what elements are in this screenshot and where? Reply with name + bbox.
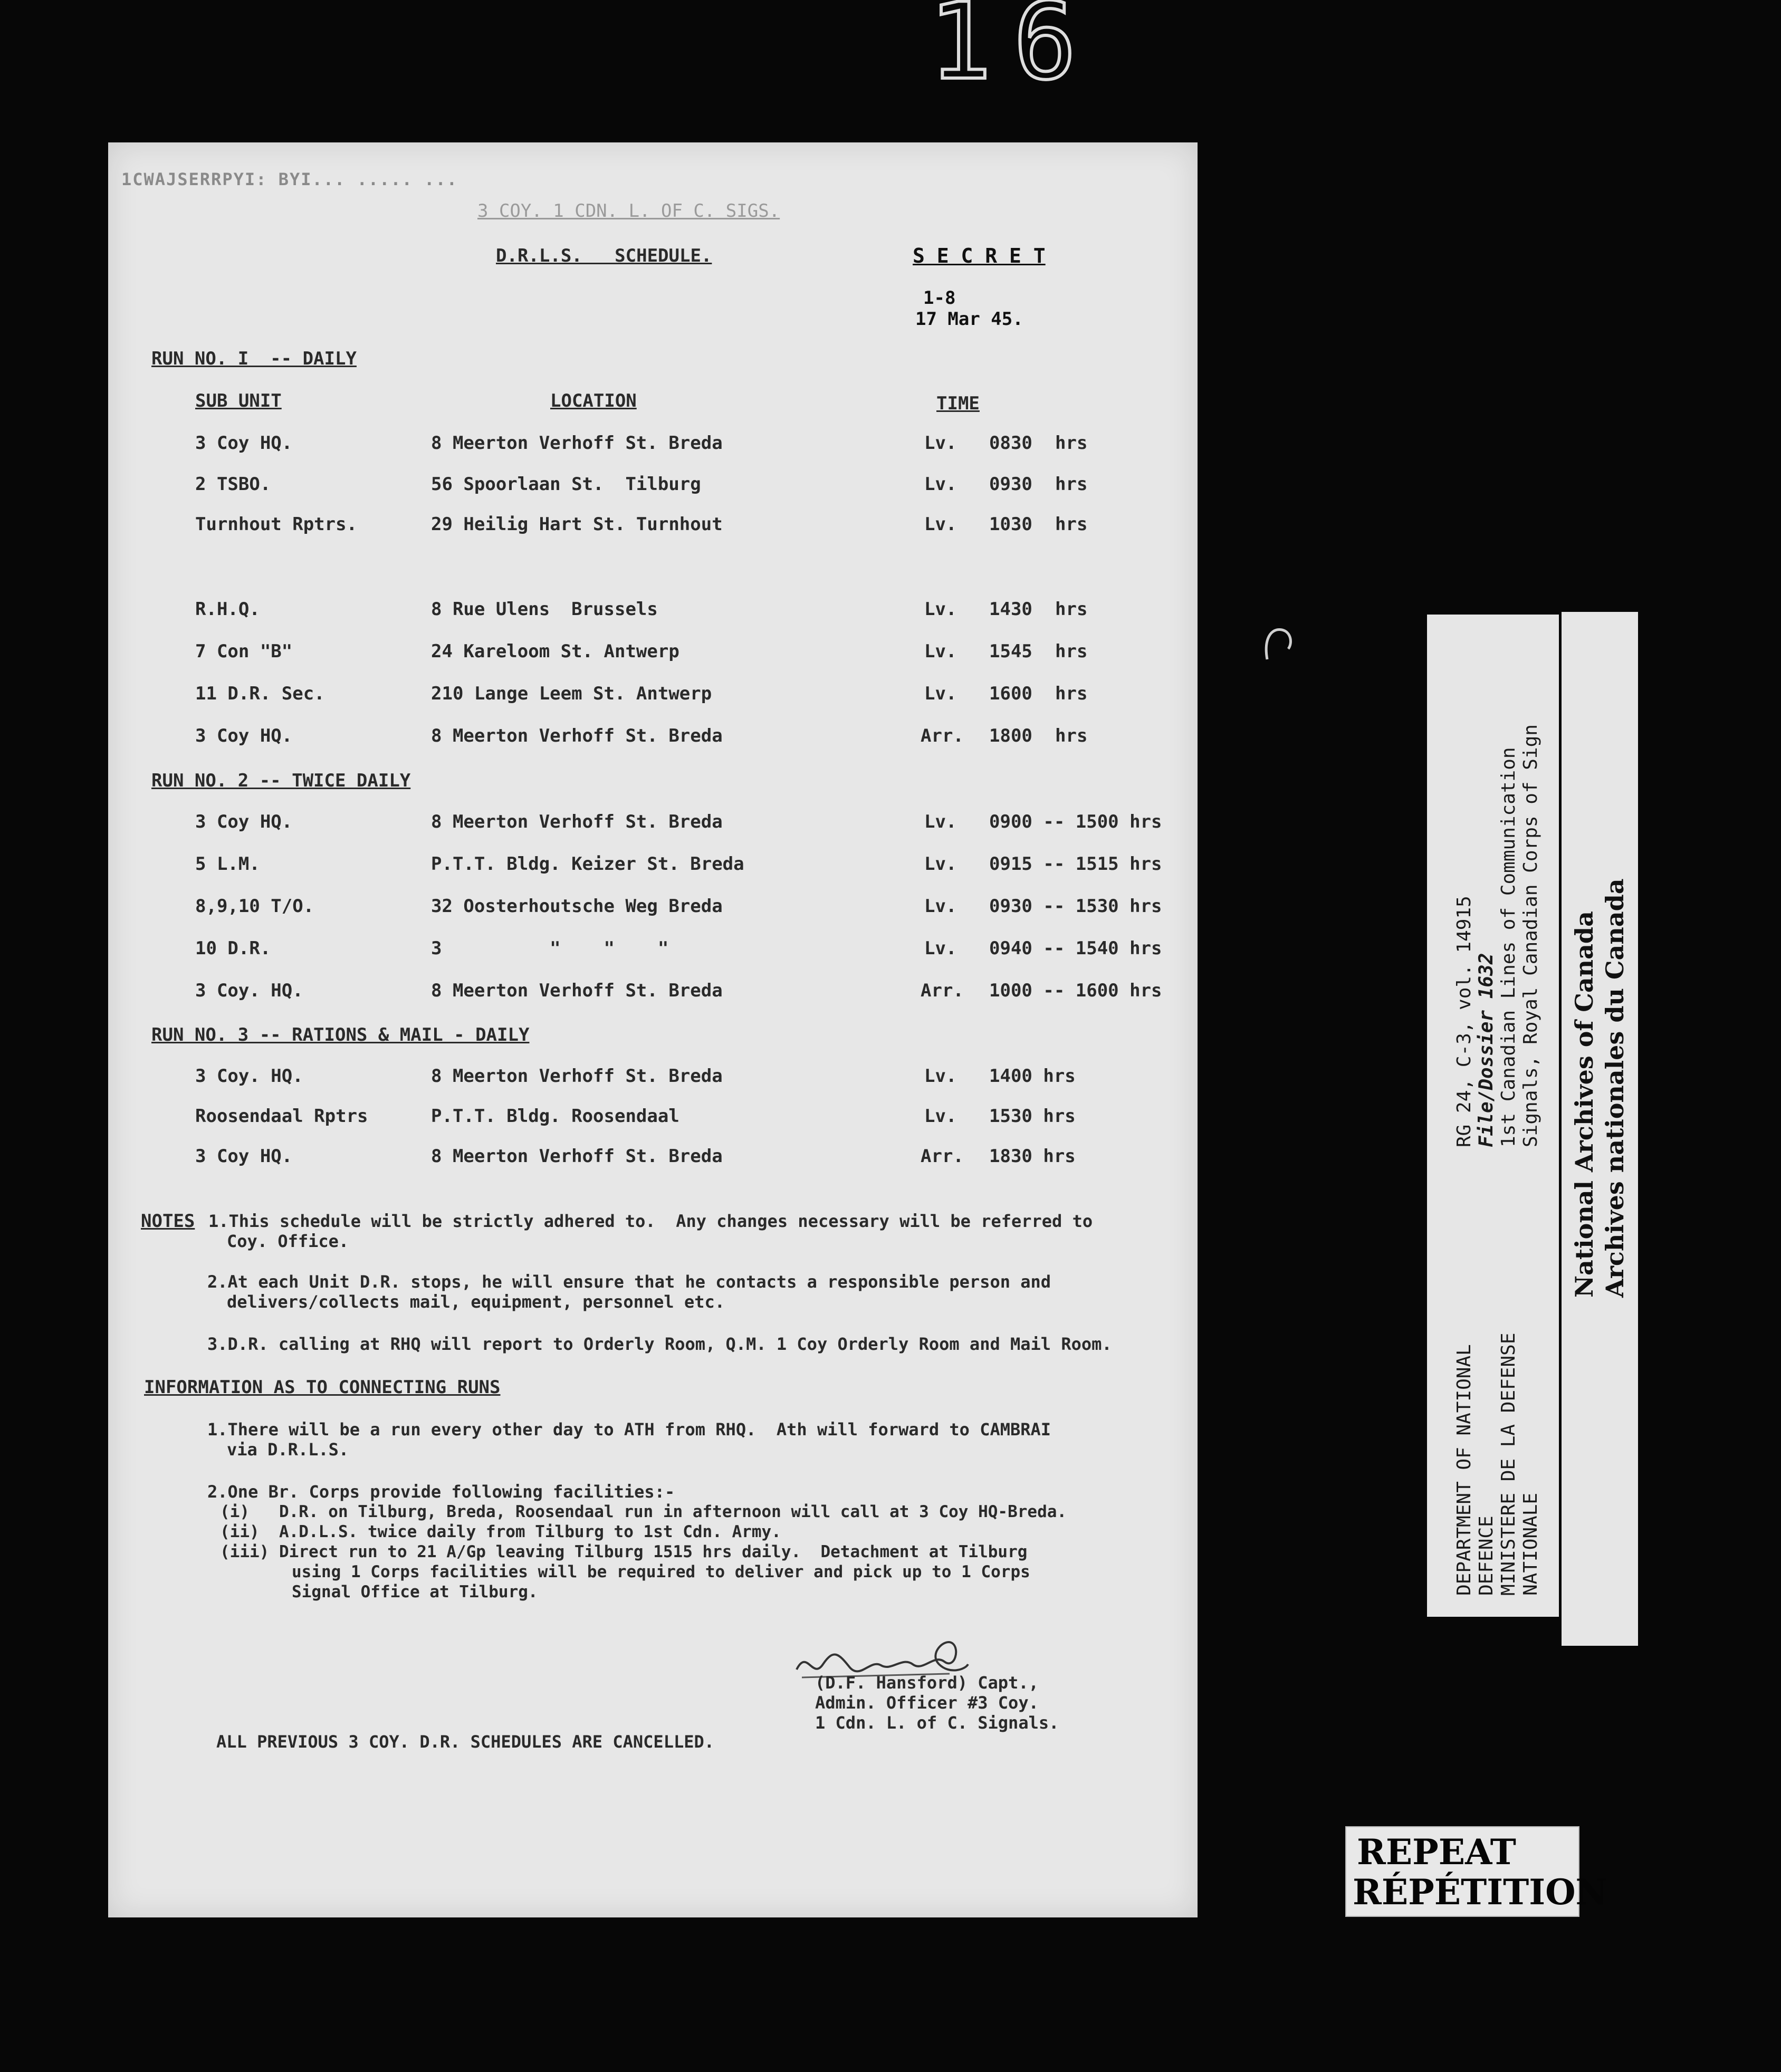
row-action: Arr. [921, 725, 964, 746]
row-unit: 3 Coy HQ. [195, 1146, 293, 1167]
row-action: Arr. [921, 980, 964, 1001]
row-hrs: hrs [1055, 599, 1088, 620]
row-location: 8 Rue Ulens Brussels [431, 599, 658, 620]
run1-row [108, 641, 1198, 664]
header-garble: 1CWAJSERRPYI: BYI... ..... ... [121, 169, 458, 189]
info-heading: INFORMATION AS TO CONNECTING RUNS [144, 1377, 501, 1398]
run1-row [108, 683, 1198, 706]
description-line-1: 1st Canadian Lines of Communication [1498, 747, 1519, 1147]
row-unit: 11 D.R. Sec. [195, 683, 325, 704]
info-2-item-3-line-1: (iii) Direct run to 21 A/Gp leaving Tilburg 1515 hrs daily. Detachment at Tilburg [220, 1542, 1028, 1561]
row-unit: 3 Coy. HQ. [195, 980, 303, 1001]
row-action: Lv. [924, 853, 957, 875]
row-time: 1400 hrs [989, 1066, 1076, 1087]
row-action: Lv. [924, 1066, 957, 1087]
frame-number: 16 [928, 0, 1098, 103]
description-line-2: Signals, Royal Canadian Corps of Sign [1520, 724, 1541, 1147]
row-location: 8 Meerton Verhoff St. Breda [431, 433, 723, 454]
run1-row [108, 725, 1198, 749]
col-location: LOCATION [550, 390, 637, 411]
row-time: 0930 [989, 474, 1032, 495]
row-location: 8 Meerton Verhoff St. Breda [431, 811, 723, 832]
row-time: 0900 -- 1500 hrs [989, 811, 1162, 832]
record-group-ref: RG 24, C-3, vol. 14915 [1453, 896, 1475, 1147]
run1-row [108, 514, 1198, 537]
row-time: 0940 -- 1540 hrs [989, 938, 1162, 959]
row-location: 29 Heilig Hart St. Turnhout [431, 514, 723, 535]
row-hrs: hrs [1055, 474, 1088, 495]
row-unit: 3 Coy HQ. [195, 433, 293, 454]
row-hrs: hrs [1055, 683, 1088, 704]
row-location: 32 Oosterhoutsche Weg Breda [431, 896, 723, 917]
run2-row [108, 980, 1198, 1003]
row-location: 8 Meerton Verhoff St. Breda [431, 725, 723, 746]
note-1-line-2: Coy. Office. [227, 1231, 349, 1251]
row-time: 1430 [989, 599, 1032, 620]
run3-heading: RUN NO. 3 -- RATIONS & MAIL - DAILY [151, 1024, 530, 1045]
repeat-stamp [1345, 1826, 1607, 1917]
row-time: 1545 [989, 641, 1032, 662]
run3-row [108, 1106, 1198, 1129]
note-2-line-1: 2.At each Unit D.R. stops, he will ensure that he contacts a responsible person and [207, 1272, 1051, 1292]
footer-cancellation: ALL PREVIOUS 3 COY. D.R. SCHEDULES ARE CANCELLED. [216, 1732, 715, 1752]
department-en-2: DEFENCE [1476, 1515, 1497, 1596]
department-en-1: DEPARTMENT OF NATIONAL [1453, 1344, 1475, 1596]
run3-row [108, 1146, 1198, 1169]
row-unit: 2 TSBO. [195, 474, 271, 495]
document-title: D.R.L.S. SCHEDULE. [496, 245, 712, 266]
run1-row [108, 474, 1198, 497]
run2-row [108, 896, 1198, 919]
info-2-item-1: (i) D.R. on Tilburg, Breda, Roosendaal run in afternoon will call at 3 Coy HQ-Breda. [220, 1502, 1067, 1521]
row-location: 8 Meerton Verhoff St. Breda [431, 1146, 723, 1167]
row-location: 3 " " " [431, 938, 669, 959]
row-time: 1530 hrs [989, 1106, 1076, 1127]
row-action: Lv. [924, 599, 957, 620]
archives-name-en: National Archives of Canada [1570, 911, 1598, 1298]
col-sub-unit: SUB UNIT [195, 390, 282, 411]
info-1-line-1: 1.There will be a run every other day to ATH from RHQ. Ath will forward to CAMBRAI [207, 1419, 1051, 1440]
archives-name-fr: Archives nationales du Canada [1601, 878, 1629, 1298]
row-location: 210 Lange Leem St. Antwerp [431, 683, 712, 704]
row-location: 24 Kareloom St. Antwerp [431, 641, 679, 662]
run2-row [108, 938, 1198, 961]
row-location: 56 Spoorlaan St. Tilburg [431, 474, 701, 495]
department-fr-2: NATIONALE [1520, 1492, 1541, 1596]
row-location: P.T.T. Bldg. Roosendaal [431, 1106, 679, 1127]
row-action: Lv. [924, 474, 957, 495]
run1-heading: RUN NO. I -- DAILY [151, 348, 357, 369]
info-1-line-2: via D.R.L.S. [227, 1440, 349, 1460]
reference: 1-8 [923, 287, 956, 309]
national-archives-label [1562, 612, 1638, 1646]
file-number: File/Dossier 1632 [1476, 953, 1497, 1147]
note-3: 3.D.R. calling at RHQ will report to Orderly Room, Q.M. 1 Coy Orderly Room and Mail Room. [207, 1334, 1112, 1354]
info-2-item-3-line-3: Signal Office at Tilburg. [292, 1582, 538, 1601]
row-unit: 10 D.R. [195, 938, 271, 959]
row-location: 8 Meerton Verhoff St. Breda [431, 1066, 723, 1087]
note-1-line-1: 1.This schedule will be strictly adhered to. Any changes necessary will be referred to [208, 1211, 1093, 1231]
unit-heading: 3 COY. 1 CDN. L. OF C. SIGS. [477, 200, 780, 222]
row-time: 1600 [989, 683, 1032, 704]
row-time: 1800 [989, 725, 1032, 746]
row-time: 1000 -- 1600 hrs [989, 980, 1162, 1001]
row-unit: R.H.Q. [195, 599, 260, 620]
row-hrs: hrs [1055, 514, 1088, 535]
row-action: Lv. [924, 1106, 957, 1127]
signatory-role: Admin. Officer #3 Coy. [815, 1693, 1039, 1713]
row-time: 0930 -- 1530 hrs [989, 896, 1162, 917]
run2-row [108, 853, 1198, 877]
row-time: 1030 [989, 514, 1032, 535]
signatory-name: (D.F. Hansford) Capt., [815, 1673, 1039, 1693]
row-unit: Roosendaal Rptrs [195, 1106, 368, 1127]
note-2-line-2: delivers/collects mail, equipment, personnel etc. [227, 1292, 725, 1312]
row-action: Lv. [924, 514, 957, 535]
date: 17 Mar 45. [915, 309, 1023, 330]
signatory-unit: 1 Cdn. L. of C. Signals. [815, 1713, 1059, 1733]
row-unit: 8,9,10 T/O. [195, 896, 314, 917]
row-time: 0830 [989, 433, 1032, 454]
info-2-item-2: (ii) A.D.L.S. twice daily from Tilburg to 1st Cdn. Army. [220, 1522, 781, 1541]
row-action: Lv. [924, 938, 957, 959]
row-unit: 7 Con "B" [195, 641, 293, 662]
stray-mark [1261, 622, 1298, 665]
run2-row [108, 811, 1198, 834]
run1-row [108, 433, 1198, 456]
row-hrs: hrs [1055, 725, 1088, 746]
row-action: Lv. [924, 896, 957, 917]
classification: S E C R E T [913, 244, 1046, 267]
row-location: P.T.T. Bldg. Keizer St. Breda [431, 853, 744, 875]
row-unit: 3 Coy. HQ. [195, 1066, 303, 1087]
archive-reference-label [1427, 615, 1559, 1617]
stamp-repeat-en: REPEAT [1357, 1831, 1516, 1873]
info-2: 2.One Br. Corps provide following facilities:- [207, 1482, 675, 1502]
department-fr-1: MINISTERE DE LA DEFENSE [1498, 1332, 1519, 1596]
row-hrs: hrs [1055, 641, 1088, 662]
row-action: Arr. [921, 1146, 964, 1167]
notes-heading: NOTES [141, 1211, 195, 1232]
row-action: Lv. [924, 433, 957, 454]
document-page [108, 142, 1198, 1917]
row-action: Lv. [924, 641, 957, 662]
row-unit: 3 Coy HQ. [195, 811, 293, 832]
col-time: TIME [936, 393, 980, 414]
run1-row [108, 599, 1198, 622]
run3-row [108, 1066, 1198, 1089]
run2-heading: RUN NO. 2 -- TWICE DAILY [151, 770, 411, 791]
row-time: 1830 hrs [989, 1146, 1076, 1167]
row-hrs: hrs [1055, 433, 1088, 454]
info-2-item-3-line-2: using 1 Corps facilities will be required to deliver and pick up to 1 Corps [292, 1562, 1030, 1581]
row-unit: Turnhout Rptrs. [195, 514, 358, 535]
row-unit: 5 L.M. [195, 853, 260, 875]
stamp-repeat-fr: RÉPÉTITION [1353, 1872, 1607, 1913]
row-time: 0915 -- 1515 hrs [989, 853, 1162, 875]
row-unit: 3 Coy HQ. [195, 725, 293, 746]
row-action: Lv. [924, 683, 957, 704]
row-location: 8 Meerton Verhoff St. Breda [431, 980, 723, 1001]
row-action: Lv. [924, 811, 957, 832]
